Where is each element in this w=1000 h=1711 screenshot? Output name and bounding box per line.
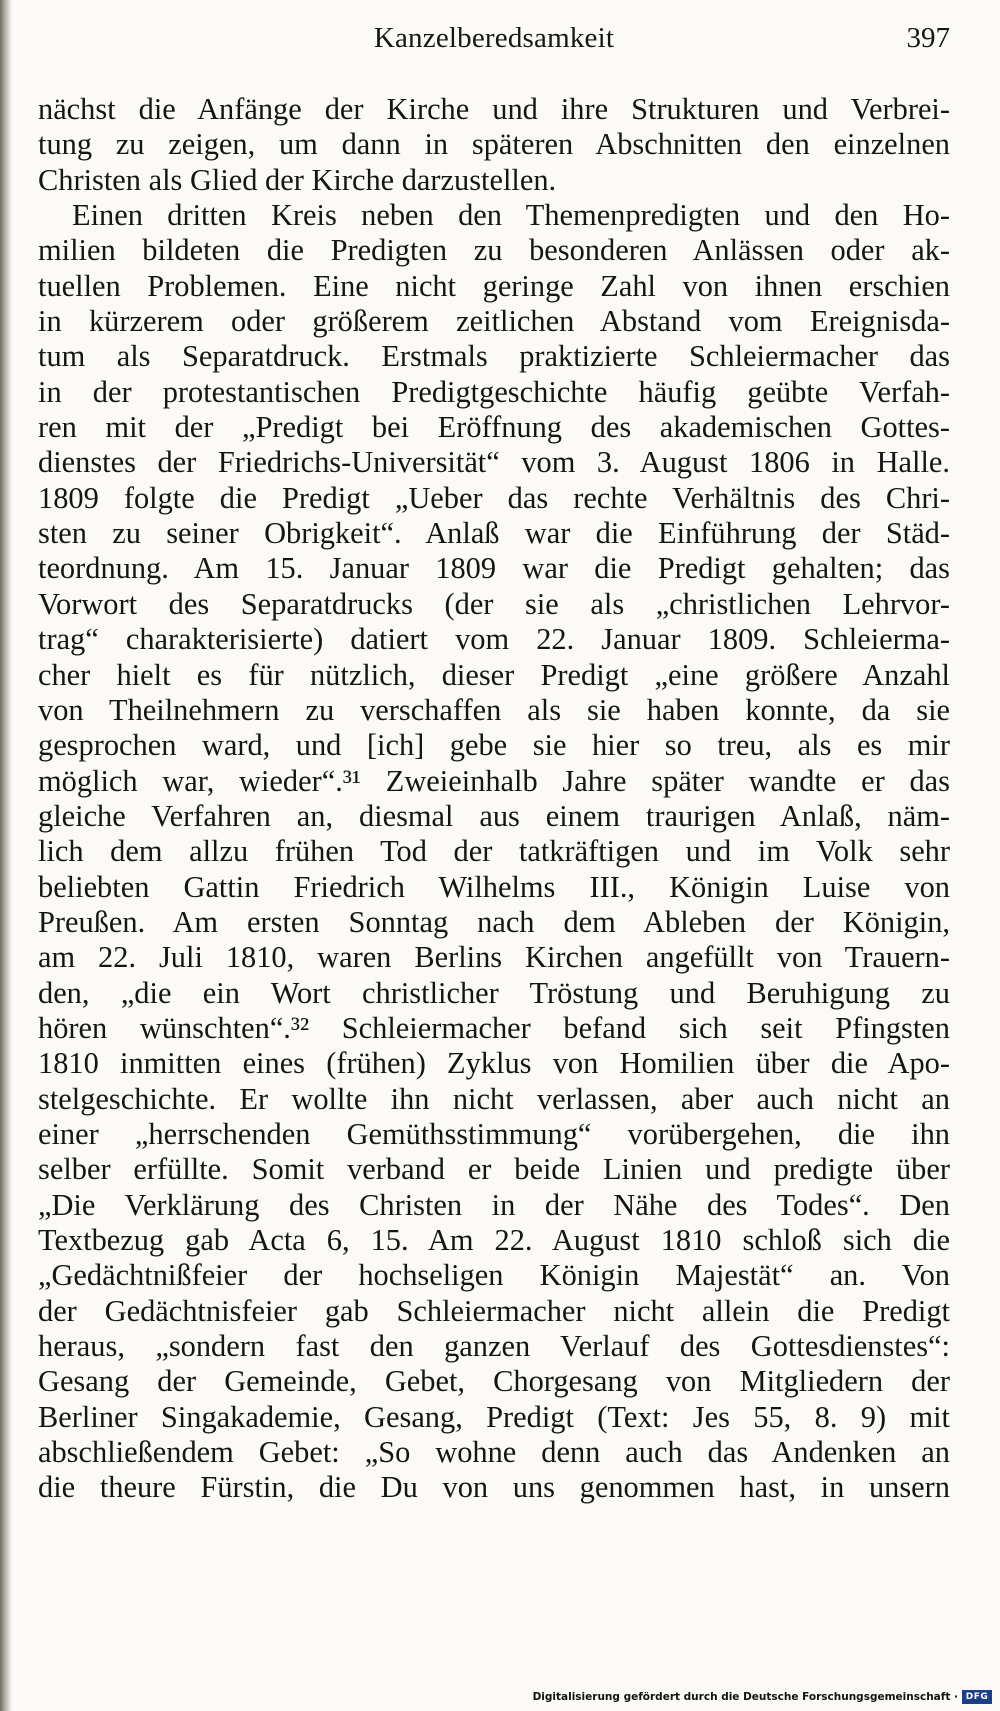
text-line: stelgeschichte. Er wollte ihn nicht verlassen, aber auch nicht an [38,1081,950,1116]
text-line: Gesang der Gemeinde, Gebet, Chorgesang von Mitgliedern der [38,1364,950,1399]
body-text [38,92,950,1506]
text-line: den, „die ein Wort christlicher Tröstung und Beruhigung zu [38,975,950,1010]
text-line: Vorwort des Separatdrucks (der sie als „christlichen Lehrvor- [38,586,950,621]
text-line: hören wünschten“.³² Schleiermacher befand sich seit Pfingsten [38,1010,950,1045]
text-line: abschließendem Gebet: „So wohne denn auch das Andenken an [38,1435,950,1470]
text-line: trag“ charakterisierte) datiert vom 22. Januar 1809. Schleierma- [38,622,950,657]
text-line: der Gedächtnisfeier gab Schleiermacher nicht allein die Predigt [38,1293,950,1328]
text-line: am 22. Juli 1810, waren Berlins Kirchen angefüllt von Trauern- [38,940,950,975]
text-line: in der protestantischen Predigtgeschichte häufig geübte Verfah- [38,374,950,409]
text-line: die theure Fürstin, die Du von uns genommen hast, in unsern [38,1470,950,1505]
text-line: ren mit der „Predigt bei Eröffnung des akademischen Gottes- [38,410,950,445]
text-line: tung zu zeigen, um dann in späteren Abschnitten den einzelnen [38,127,950,162]
text-line: tuellen Problemen. Eine nicht geringe Zahl von ihnen erschien [38,268,950,303]
text-line: selber erfüllte. Somit verband er beide Linien und predigte über [38,1152,950,1187]
text-line: cher hielt es für nützlich, dieser Predigt „eine größere Anzahl [38,657,950,692]
text-line: „Gedächtnißfeier der hochseligen Königin Majestät“ an. Von [38,1258,950,1293]
text-line: in kürzerem oder größerem zeitlichen Abstand vom Ereignisda- [38,304,950,339]
page-binding-shadow [0,0,12,1711]
text-line: Einen dritten Kreis neben den Themenpredigten und den Ho- [72,198,950,233]
page-number: 397 [906,22,950,54]
text-line: lich dem allzu frühen Tod der tatkräftigen und im Volk sehr [38,834,950,869]
text-line: dienstes der Friedrichs-Universität“ vom 3. August 1806 in Halle. [38,445,950,480]
text-line: nächst die Anfänge der Kirche und ihre Strukturen und Verbrei- [38,92,950,126]
digitization-credit [533,1687,992,1707]
text-line: heraus, „sondern fast den ganzen Verlauf des Gottesdienstes“: [38,1329,950,1364]
text-line: gesprochen ward, und [ich] gebe sie hier so treu, als es mir [38,728,950,763]
text-line: von Theilnehmern zu verschaffen als sie haben konnte, da sie [38,692,950,727]
text-line: tum als Separatdruck. Erstmals praktizierte Schleiermacher das [38,339,950,374]
credit-text: Digitalisierung gefördert durch die Deutsche Forschungsgemeinschaft · [532,1691,958,1703]
text-line: Berliner Singakademie, Gesang, Predigt (Text: Jes 55, 8. 9) mit [38,1399,950,1434]
running-head: Kanzelberedsamkeit [373,22,615,54]
text-line: Preußen. Am ersten Sonntag nach dem Ableben der Königin, [38,904,950,939]
text-line: gleiche Verfahren an, diesmal aus einem traurigen Anlaß, näm- [38,798,950,833]
text-line: einer „herrschenden Gemüthsstimmung“ vorübergehen, die ihn [38,1116,950,1151]
text-line: beliebten Gattin Friedrich Wilhelms III., Königin Luise von [38,869,950,904]
text-line: 1809 folgte die Predigt „Ueber das rechte Verhältnis des Chri- [38,480,950,515]
dfg-logo: DFG [962,1690,992,1704]
text-line: „Die Verklärung des Christen in der Nähe des Todes“. Den [38,1187,950,1222]
text-line: 1810 inmitten eines (frühen) Zyklus von Homilien über die Apo- [38,1046,950,1081]
text-line: sten zu seiner Obrigkeit“. Anlaß war die Einführung der Städ- [38,516,950,551]
page-header [38,22,950,66]
text-line: möglich war, wieder“.³¹ Zweieinhalb Jahre später wandte er das [38,763,950,798]
text-line: Textbezug gab Acta 6, 15. Am 22. August 1810 schloß sich die [38,1223,950,1257]
text-line: teordnung. Am 15. Januar 1809 war die Predigt gehalten; das [38,551,950,586]
text-line: Christen als Glied der Kirche darzustellen. [38,162,557,197]
text-line: milien bildeten die Predigten zu besonderen Anlässen oder ak- [38,233,950,268]
